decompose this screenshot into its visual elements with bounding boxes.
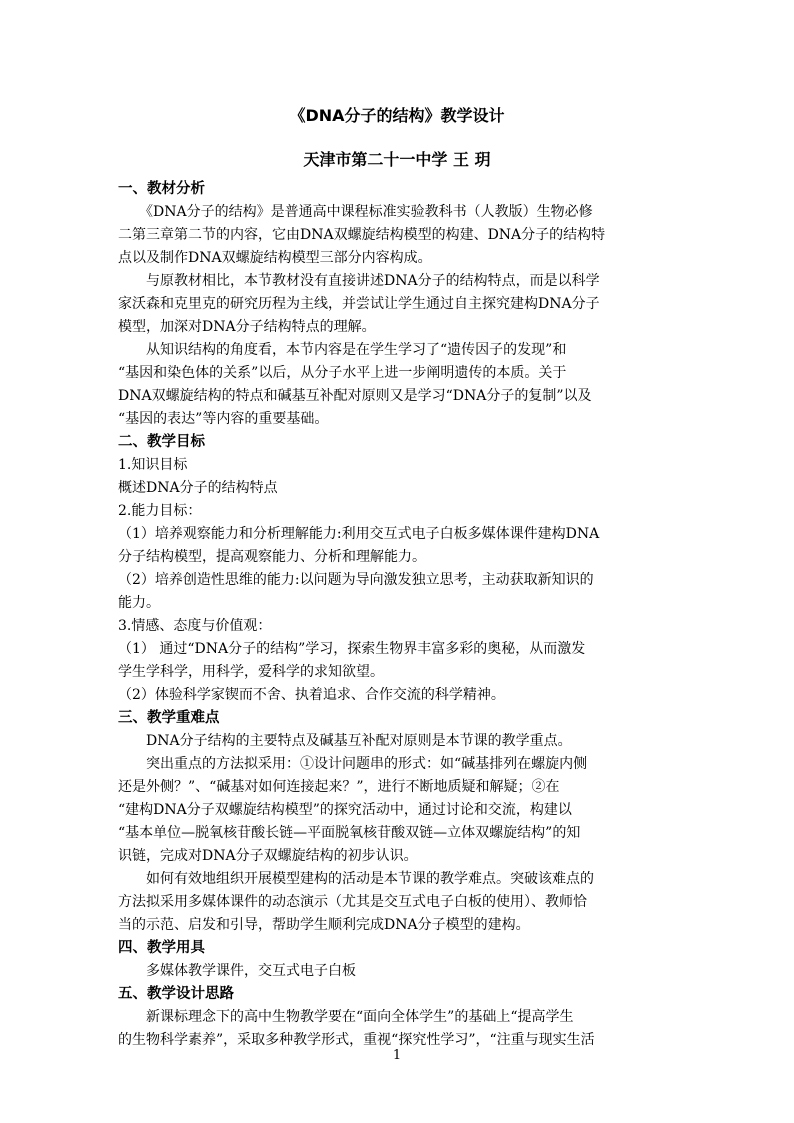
paragraph-line: “建构DNA分子双螺旋结构模型”的探究活动中，通过讨论和交流，构建以 [118, 802, 572, 818]
paragraph-line: 突出重点的方法拟采用：①设计问题串的形式：如“碱基排列在螺旋内侧 [118, 756, 588, 772]
paragraph-line: 能力。 [118, 595, 160, 611]
paragraph-line: 点以及制作DNA双螺旋结构模型三部分内容构成。 [118, 250, 432, 266]
document-subtitle: 天津市第二十一中学 王 玥 [303, 150, 491, 169]
list-item: 概述DNA分子的结构特点 [118, 480, 278, 496]
paragraph-line: 识链，完成对DNA分子双螺旋结构的初步认识。 [118, 848, 418, 864]
paragraph-line: 与原教材相比，本节教材没有直接讲述DNA分子的结构特点，而是以科学 [118, 273, 600, 289]
paragraph-line: 的生物科学素养”，采取多种教学形式，重视“探究性学习”，“注重与现实生活 [118, 1032, 595, 1048]
paragraph-line: 多媒体教学课件，交互式电子白板 [118, 963, 356, 979]
paragraph-line: 模型，加深对DNA分子结构特点的理解。 [118, 319, 376, 335]
paragraph-line: （2）体验科学家锲而不舍、执着追求、合作交流的科学精神。 [118, 687, 505, 703]
paragraph-line: （1） 通过“DNA分子的结构”学习，探索生物界丰富多彩的奥秘，从而激发 [118, 641, 586, 657]
paragraph-line: 分子结构模型，提高观察能力、分析和理解能力。 [118, 549, 426, 565]
paragraph-line: 家沃森和克里克的研究历程为主线，并尝试让学生通过自主探究建构DNA分子 [118, 296, 600, 312]
paragraph-line: 如何有效地组织开展模型建构的活动是本节课的教学难点。突破该难点的 [118, 871, 594, 887]
paragraph-line: 从知识结构的角度看，本节内容是在学生学习了“遗传因子的发现”和 [118, 342, 567, 358]
paragraph-line: “基本单位—脱氧核苷酸长链—平面脱氧核苷酸双链—立体双螺旋结构”的知 [118, 825, 581, 841]
document-title: 《DNA分子的结构》教学设计 [289, 106, 505, 125]
list-item: 1.知识目标 [118, 457, 188, 473]
paragraph-line: 还是外侧？”、“碱基对如何连接起来？”，进行不断地质疑和解疑；②在 [118, 779, 560, 795]
paragraph-line: “基因和染色体的关系”以后，从分子水平上进一步阐明遗传的本质。关于 [118, 365, 567, 381]
paragraph-line: 当的示范、启发和引导，帮助学生顺利完成DNA分子模型的建构。 [118, 917, 530, 933]
list-item: 3.情感、态度与价值观： [118, 618, 272, 634]
paragraph-line: （1）培养观察能力和分析理解能力:利用交互式电子白板多媒体课件建构DNA [118, 526, 600, 542]
section-heading-2: 二、教学目标 [118, 434, 205, 450]
section-heading-4: 四、教学用具 [118, 940, 205, 956]
paragraph-line: 二第三章第二节的内容，它由DNA双螺旋结构模型的构建、DNA分子的结构特 [118, 227, 606, 243]
list-item: 2.能力目标： [118, 503, 202, 519]
paragraph-line: 学生学科学，用科学，爱科学的求知欲望。 [118, 664, 384, 680]
section-heading-5: 五、教学设计思路 [118, 986, 234, 1002]
paragraph-line: 《DNA分子的结构》是普通高中课程标准实验教科书（人教版）生物必修 [118, 204, 593, 220]
paragraph-line: “基因的表达”等内容的重要基础。 [118, 411, 329, 427]
paragraph-line: 方法拟采用多媒体课件的动态演示（尤其是交互式电子白板的使用）、教师恰 [118, 894, 587, 910]
page-number: 1 [392, 1048, 402, 1063]
paragraph-line: 新课标理念下的高中生物教学要在“面向全体学生”的基础上“提高学生 [118, 1009, 574, 1025]
paragraph-line: DNA分子结构的主要特点及碱基互补配对原则是本节课的教学重点。 [118, 733, 572, 749]
section-heading-1: 一、教材分析 [118, 181, 205, 197]
paragraph-line: DNA双螺旋结构的特点和碱基互补配对原则又是学习“DNA分子的复制”以及 [118, 388, 592, 404]
section-heading-3: 三、教学重难点 [118, 710, 220, 726]
paragraph-line: （2）培养创造性思维的能力:以问题为导向激发独立思考，主动获取新知识的 [118, 572, 594, 588]
